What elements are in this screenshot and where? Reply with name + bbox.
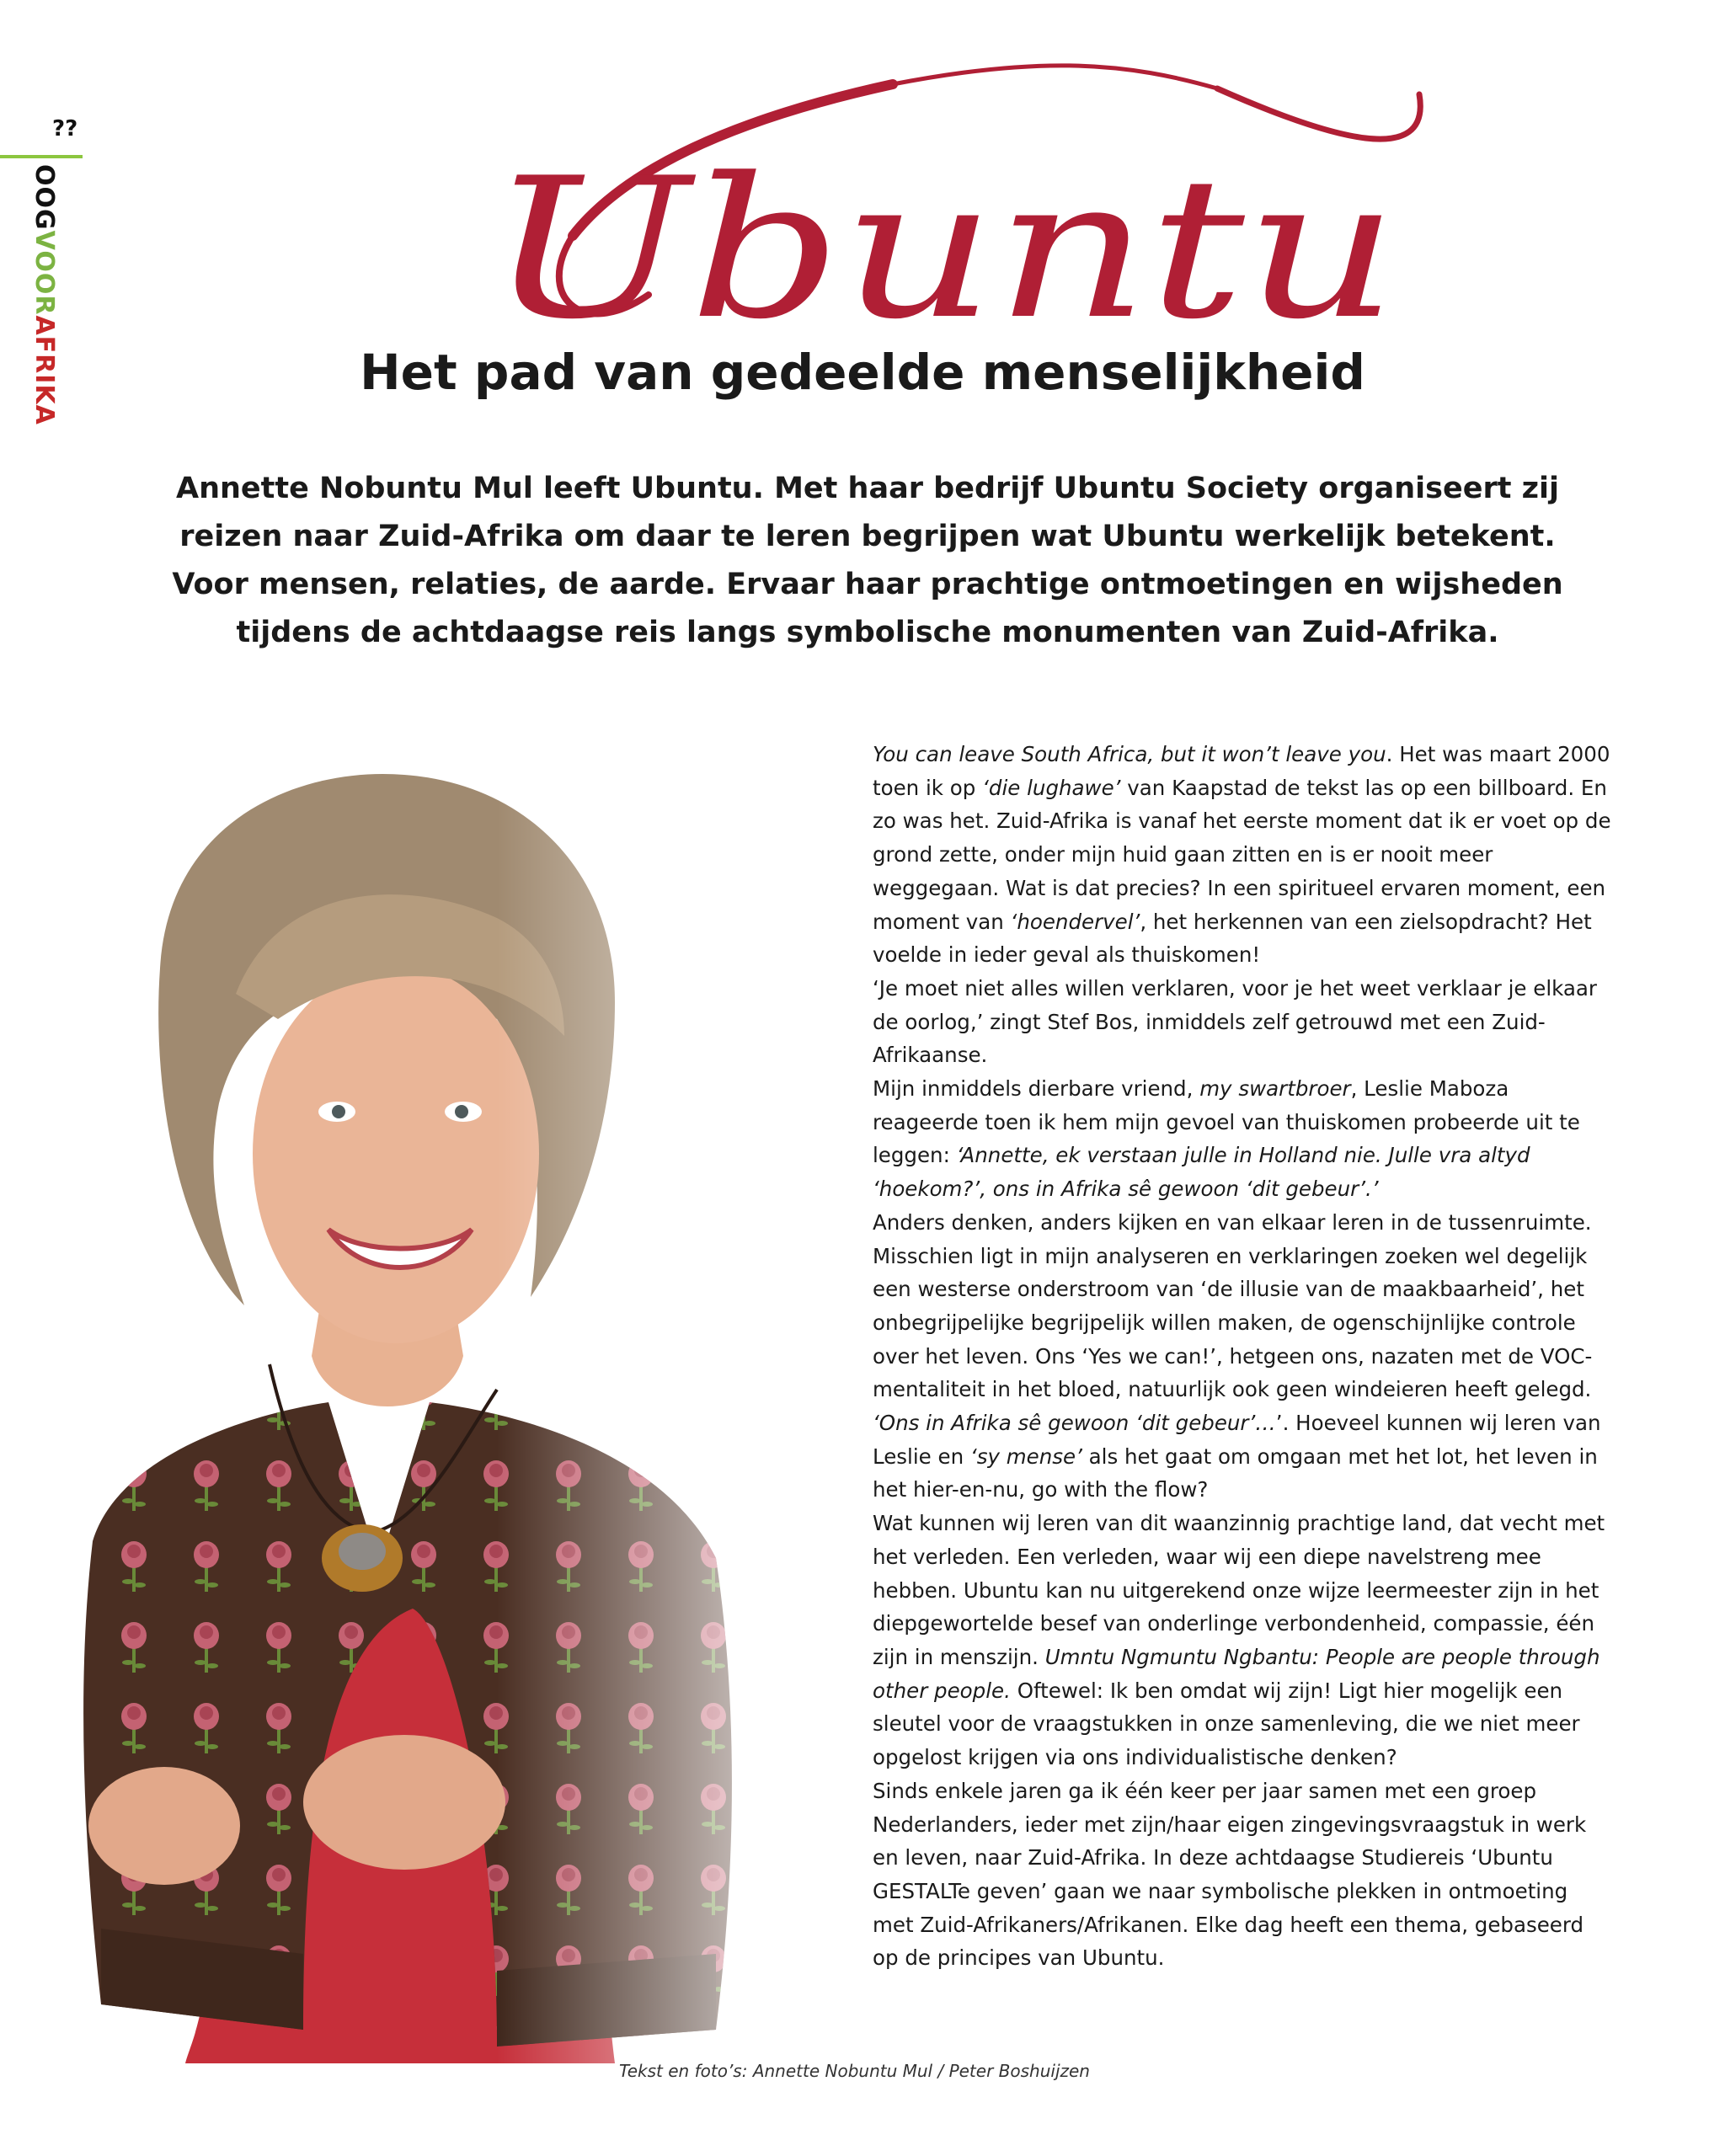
photo-credit: Tekst en foto’s: Annette Nobuntu Mul / Peter Boshuijzen [619,2061,1090,2081]
paragraph-2: ‘Je moet niet alles willen verklaren, voor je het weet verklaar je elkaar de oorlog,’ zingt Stef Bos, inmiddels zelf getrouwd met een Zuid-Afrikaanse. [873,975,1597,1068]
logo-part-afrika: AFRIKA [29,315,59,425]
title-text: Ubuntu [489,137,1398,362]
title-script [455,51,1466,371]
logo-part-voor: VOOR [29,230,59,316]
paragraph-5: Wat kunnen wij leren van dit waanzinnig prachtige land, dat vecht met het verleden. Een verleden, waar wij een diepe navelstreng mee hebben. Ubuntu kan nu uitgerekend onze wijze leermeester zijn in het diepgewortelde besef van onderlinge verbondenheid, compassie, één zijn in menszijn. Umntu Ngmuntu Ngbantu: People are people through other people. Oftewel: Ik ben omdat wij zijn! Ligt hier mogelijk een sleutel voor de vraagstukken in onze samenleving, die we niet meer opgelost krijgen via ons individualistische denken? [873,1511,1605,1770]
logo-part-oog: OOG [29,164,59,231]
paragraph-3: Mijn inmiddels dierbare vriend, my swartbroer, Leslie Maboza reageerde toen ik hem mijn gevoel van thuiskomen probeerde uit te leggen: ‘Annette, ek verstaan julle in Holland nie. Julle vra altyd ‘hoekom?’, ons in Afrika sê gewoon ‘dit gebeur’.’ [873,1076,1580,1202]
portrait-photo [25,716,868,2063]
subtitle: Het pad van gedeelde menselijkheid [360,344,1365,401]
lead-paragraph: Annette Nobuntu Mul leeft Ubuntu. Met haar bedrijf Ubuntu Society organiseert zij reizen naar Zuid-Afrika om daar te leren begrijpen wat Ubuntu werkelijk betekent. Voor mensen, relaties, de aarde. Ervaar haar prachtige ontmoetingen en wijsheden tijdens de achtdaagse reis langs symbolische monumenten van Zuid-Afrika. [172,472,1563,649]
article-body [873,738,1614,1975]
page-number: ?? [52,116,78,141]
paragraph-6: Sinds enkele jaren ga ik één keer per jaar samen met een groep Nederlanders, ieder met zijn/haar eigen zingevingsvraagstuk in werk en leven, naar Zuid-Afrika. In deze achtdaagse Studiereis ‘Ubuntu GESTALTe geven’ gaan we naar symbolische plekken in ontmoeting met Zuid-Afrikaners/Afrikanen. Elke dag heeft een thema, gebaseerd op de principes van Ubuntu. [873,1778,1587,1971]
accent-divider [0,155,83,158]
paragraph-1: You can leave South Africa, but it won’t leave you. Het was maart 2000 toen ik op ‘die lughawe’ van Kaapstad de tekst las op een billboard. En zo was het. Zuid-Afrika is vanaf het eerste moment dat ik er voet op de grond zette, onder mijn huid gaan zitten en is er nooit meer weggegaan. Wat is dat precies? In een spiritueel ervaren moment, een moment van ‘hoendervel’, het herkennen van een zielsopdracht? Het voelde in ieder geval als thuiskomen! [873,742,1611,968]
paragraph-4: Anders denken, anders kijken en van elkaar leren in de tussenruimte. Misschien ligt in mijn analyseren en verklaringen zoeken wel degelijk een westerse onderstroom van ‘de illusie van de maakbaarheid’, het onbegrijpelijke begrijpelijk willen maken, de ogenschijnlijke controle over het leven. Ons ‘Yes we can!’, hetgeen ons, nazaten met de VOC-mentaliteit in het bloed, natuurlijk ook geen windeieren heeft gelegd. ‘Ons in Afrika sê gewoon ‘dit gebeur’…’. Hoeveel kunnen wij leren van Leslie en ‘sy mense’ als het gaat om omgaan met het lot, het leven in het hier-en-nu, go with the flow? [873,1209,1601,1502]
